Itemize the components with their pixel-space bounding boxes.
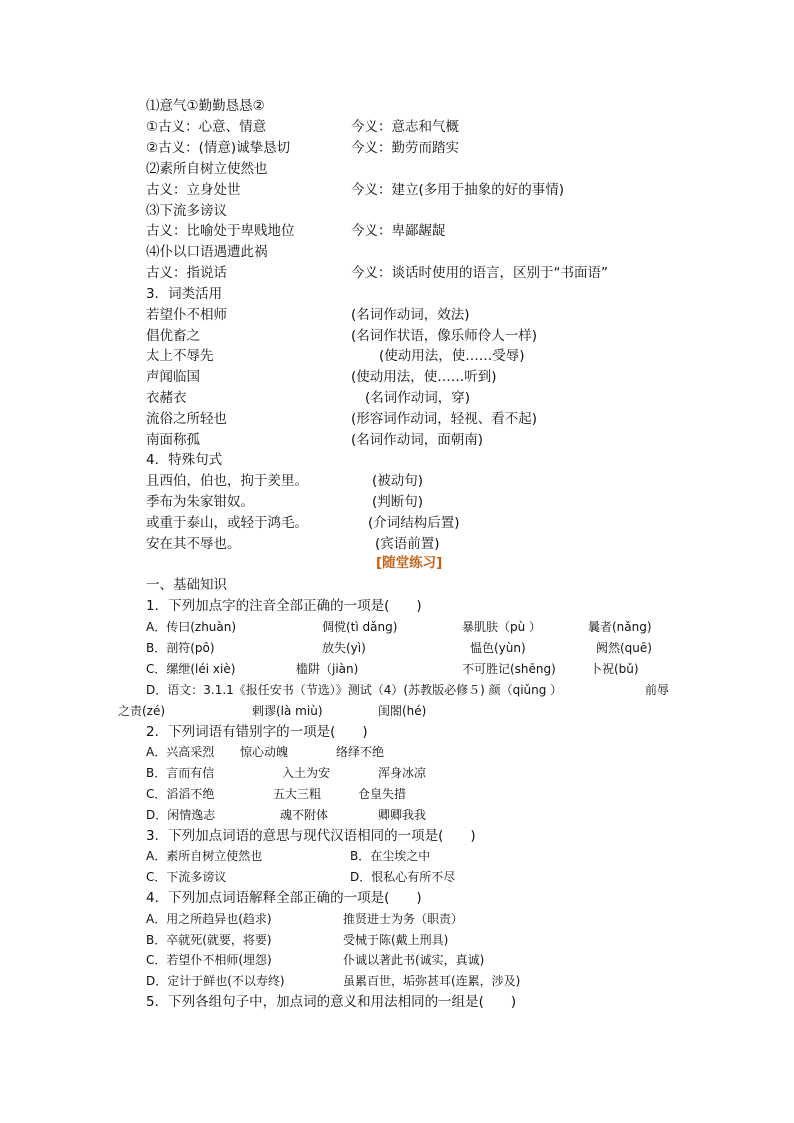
- option-d: D．定计于鲜也(不以寿终): [146, 974, 285, 988]
- option-b: B．剖符(pō): [146, 641, 215, 655]
- example-sentence: 倡优畜之: [146, 328, 200, 344]
- option-d-item: 剌谬(là miù): [252, 704, 323, 718]
- option-c: C．缧绁(léi xiè): [146, 662, 236, 676]
- option-a-item: 推贤进士为务（职责）: [343, 912, 464, 926]
- usage-note: (名词作动词，穿): [365, 390, 471, 406]
- option-b-item: 受械于陈(戴上刑具): [343, 933, 449, 947]
- example-sentence: 且西伯，伯也，拘于羑里。: [146, 473, 308, 489]
- ancient-meaning: 古义：立身处世: [146, 182, 241, 198]
- question-stem: 4．下列加点词语解释全部正确的一项是( ): [146, 890, 422, 906]
- example-sentence: 若望仆不相师: [146, 307, 227, 323]
- option-b-item: 放失(yì): [322, 641, 366, 655]
- option-d-item: 闺閤(hé): [378, 704, 427, 718]
- ancient-meaning: 古义：指说话: [146, 265, 227, 281]
- option-c-item: 五大三粗: [273, 787, 322, 801]
- question-stem: 5．下列各组句子中，加点词的意义和用法相同的一组是( ): [146, 994, 517, 1010]
- question-stem: 2．下列词语有错别字的一项是( ): [146, 724, 368, 740]
- part-title: 一、基础知识: [146, 577, 227, 593]
- option-a-item: 曩者(nǎng): [588, 620, 652, 634]
- term-heading: ⑴意气①勤勤恳恳②: [146, 98, 265, 114]
- option-d: D．闲情逸志: [146, 808, 216, 822]
- modern-meaning: 今义：意志和气概: [351, 119, 459, 135]
- pattern-note: (判断句): [372, 494, 424, 510]
- option-a: A．传曰(zhuàn): [146, 620, 237, 634]
- option-d-item: 前辱: [645, 683, 670, 697]
- option-a-item: 倜傥(tì dǎng): [322, 620, 398, 634]
- question-stem: 3．下列加点词语的意思与现代汉语相同的一项是( ): [146, 828, 476, 844]
- ancient-meaning: 古义：比喻处于卑贱地位: [146, 223, 295, 239]
- option-a-item: 络绎不绝: [336, 745, 385, 759]
- term-heading: ⑶下流多谤议: [146, 203, 227, 219]
- pattern-note: (介词结构后置): [368, 515, 460, 531]
- option-c-item: 不可胜记(shēng): [462, 662, 556, 676]
- modern-meaning: 今义：卑鄙龌龊: [351, 223, 446, 239]
- example-sentence: 或重于泰山，或轻于鸿毛。: [146, 515, 308, 531]
- example-sentence: 衣赭衣: [146, 390, 187, 406]
- section-title: 4．特殊句式: [146, 452, 223, 468]
- usage-note: (名词作动词，面朝南): [351, 432, 484, 448]
- ancient-meaning: ①古义：心意、情意: [146, 119, 267, 135]
- option-c-item: 卜祝(bǔ): [590, 662, 639, 676]
- pattern-note: (宾语前置): [375, 536, 440, 552]
- usage-note: (形容词作动词，轻视、看不起): [351, 411, 538, 427]
- modern-meaning: 今义：建立(多用于抽象的好的事情): [351, 182, 565, 198]
- option-b: B．在尘埃之中: [350, 849, 431, 863]
- term-heading: ⑵素所自树立使然也: [146, 161, 268, 177]
- option-b: B．卒就死(就要，将要): [146, 933, 272, 947]
- option-c: C．滔滔不绝: [146, 787, 215, 801]
- option-b-item: 阙然(quē): [596, 641, 652, 655]
- option-d-item: 卿卿我我: [378, 808, 427, 822]
- option-c-item: 仆诚以著此书(诚实，真诚): [343, 953, 485, 967]
- option-d-item: 之责(zé): [118, 704, 166, 718]
- ancient-meaning: ②古义：(情意)诚挚恳切: [146, 140, 291, 156]
- usage-note: (使动用法，使……听到): [351, 369, 497, 385]
- usage-note: (使动用法，使……受辱): [379, 348, 525, 364]
- option-d-item: 虽累百世，垢弥甚耳(连累，涉及): [343, 974, 521, 988]
- pattern-note: (被动句): [372, 473, 424, 489]
- option-a: A．素所自树立使然也: [146, 849, 263, 863]
- option-a-item: 惊心动魄: [240, 745, 289, 759]
- example-sentence: 太上不辱先: [146, 348, 214, 364]
- option-c: C．下流多谤议: [146, 870, 227, 884]
- option-b-item: 入土为安: [282, 766, 331, 780]
- option-b-item: 浑身冰凉: [378, 766, 427, 780]
- option-c: C．若望仆不相师(埋怨): [146, 953, 272, 967]
- example-sentence: 安在其不辱也。: [146, 536, 241, 552]
- question-stem: 1．下列加点字的注音全部正确的一项是( ): [146, 598, 422, 614]
- term-heading: ⑷仆以口语遇遭此祸: [146, 244, 268, 260]
- example-sentence: 流俗之所轻也: [146, 411, 227, 427]
- example-sentence: 声闻临国: [146, 369, 200, 385]
- usage-note: (名词作动词，效法): [351, 307, 470, 323]
- option-d: D．恨私心有所不尽: [350, 870, 456, 884]
- section-title: 3．词类活用: [146, 286, 223, 302]
- example-sentence: 季布为朱家钳奴。: [146, 494, 254, 510]
- option-d: D．语文：3.1.1《报任安书（节选）》测试（4）(苏教版必修５) 颜（qiǔng ）: [146, 683, 563, 697]
- option-a: A．用之所趋异也(趋求): [146, 912, 272, 926]
- option-a: A．兴高采烈: [146, 745, 215, 759]
- modern-meaning: 今义：谈话时使用的语言，区别于“书面语”: [351, 265, 608, 281]
- example-sentence: 南面称孤: [146, 432, 200, 448]
- usage-note: (名词作状语，像乐师伶人一样): [351, 328, 538, 344]
- practice-heading: [随堂练习]: [376, 555, 443, 571]
- option-c-item: 槛阱（jiàn): [296, 662, 359, 676]
- modern-meaning: 今义：勤劳而踏实: [351, 140, 459, 156]
- option-d-item: 魂不附体: [280, 808, 329, 822]
- option-b-item: 愠色(yùn): [470, 641, 526, 655]
- option-b: B．言而有信: [146, 766, 215, 780]
- option-a-item: 暴肌肤（pù ）: [462, 620, 542, 634]
- option-c-item: 仓皇失措: [358, 787, 407, 801]
